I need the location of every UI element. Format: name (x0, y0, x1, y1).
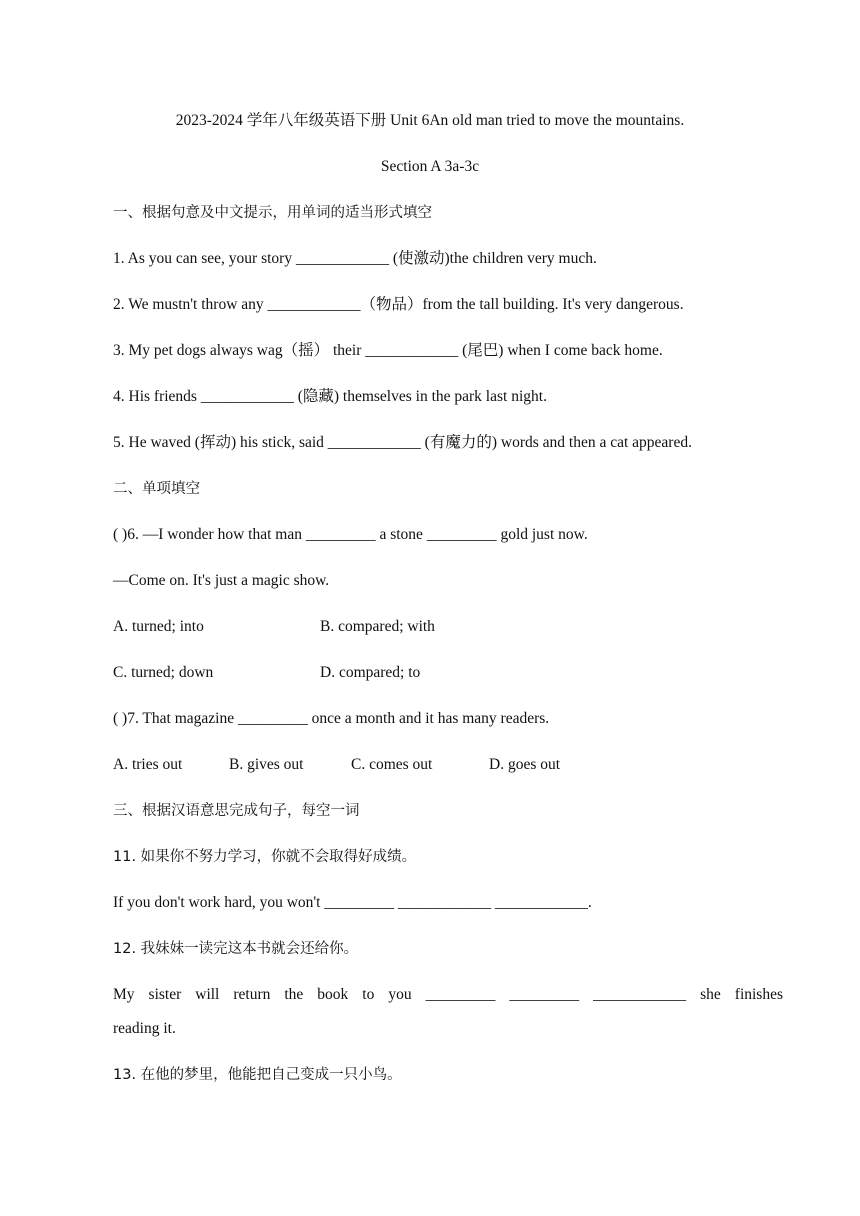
question-12-english-continued: reading it. (113, 1020, 176, 1037)
question-1: 1. As you can see, your story ____________ (使激动)the children very much. (113, 250, 597, 267)
question-11-english: If you don't work hard, you won't _________ ____________ ____________. (113, 894, 592, 911)
question-12-chinese: 12. 我妹妹一读完这本书就会还给你。 (113, 941, 359, 957)
question-6-stem: ( )6. —I wonder how that man _________ a stone _________ gold just now. (113, 526, 588, 543)
option-6d: D. compared; to (320, 664, 421, 681)
question-11-chinese: 11. 如果你不努力学习，你就不会取得好成绩。 (113, 849, 417, 865)
question-13-chinese: 13. 在他的梦里，他能把自己变成一只小鸟。 (113, 1067, 402, 1083)
question-6-options-row-2 (113, 663, 783, 683)
question-2: 2. We mustn't throw any ____________（物品）from the tall building. It's very dangerous. (113, 296, 684, 313)
section-heading-3: 三、根据汉语意思完成句子，每空一词 (113, 803, 360, 819)
document-title: 2023-2024 学年八年级英语下册 Unit 6An old man tried to move the mountains. (175, 112, 685, 129)
section-heading-2: 二、单项填空 (113, 481, 200, 497)
option-7b: B. gives out (229, 756, 304, 773)
option-7a: A. tries out (113, 756, 183, 773)
question-12-english: My sister will return the book to you _________ _________ ____________ she finishes (113, 986, 783, 1003)
question-6-options-row-1 (113, 617, 783, 637)
option-6c: C. turned; down (113, 664, 214, 681)
option-7c: C. comes out (351, 756, 433, 773)
question-7-stem: ( )7. That magazine _________ once a month and it has many readers. (113, 710, 550, 727)
question-3: 3. My pet dogs always wag（摇） their ____________ (尾巴) when I come back home. (113, 342, 663, 359)
question-4: 4. His friends ____________ (隐藏) themselves in the park last night. (113, 388, 547, 405)
option-7d: D. goes out (489, 756, 561, 773)
option-6a: A. turned; into (113, 618, 204, 635)
question-7-options (113, 755, 783, 775)
section-heading-1: 一、根据句意及中文提示，用单词的适当形式填空 (113, 205, 432, 221)
question-6-reply: —Come on. It's just a magic show. (113, 572, 330, 589)
document-subtitle: Section A 3a-3c (380, 158, 480, 175)
question-5: 5. He waved (挥动) his stick, said ____________ (有魔力的) words and then a cat appeared. (113, 434, 692, 451)
option-6b: B. compared; with (320, 618, 435, 635)
